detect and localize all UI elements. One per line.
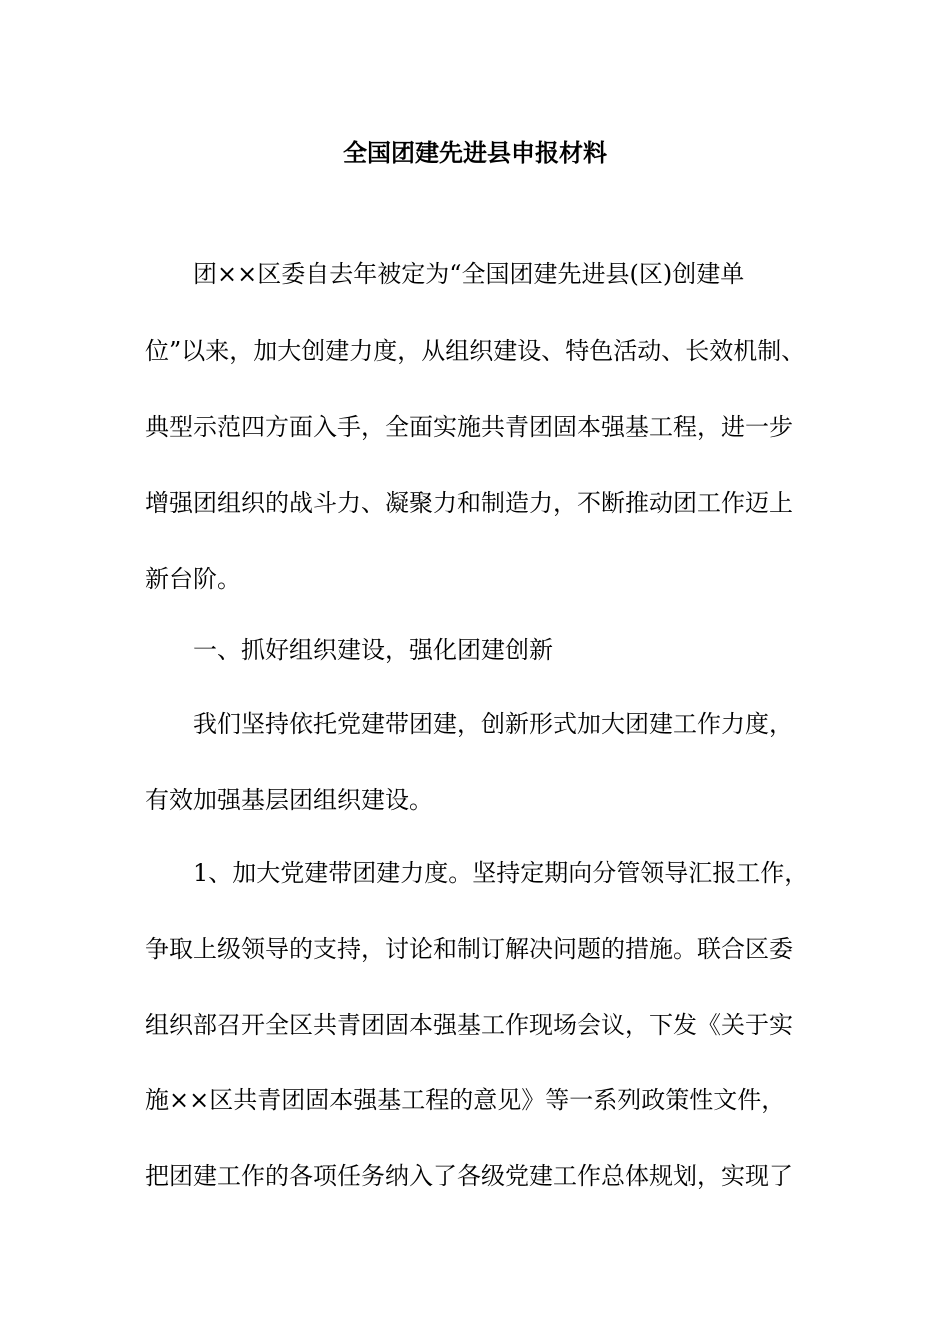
paragraph-line: 典型示范四方面入手，全面实施共青团固本强基工程，进一步	[145, 413, 793, 441]
paragraph-line: 施××区共青团固本强基工程的意见》等一系列政策性文件，	[145, 1086, 786, 1114]
paragraph-line: 1、加大党建带团建力度。坚持定期向分管领导汇报工作，	[193, 859, 809, 887]
paragraph-line: 新台阶。	[145, 565, 241, 593]
paragraph-line: 把团建工作的各项任务纳入了各级党建工作总体规划，实现了	[145, 1162, 793, 1190]
paragraph-line: 组织部召开全区共青团固本强基工作现场会议，下发《关于实	[145, 1011, 793, 1039]
paragraph-line: 我们坚持依托党建带团建，创新形式加大团建工作力度，	[193, 710, 793, 738]
paragraph-line: 团××区委自去年被定为“全国团建先进县(区)创建单	[193, 260, 745, 288]
paragraph-line: 位”以来，加大创建力度，从组织建设、特色活动、长效机制、	[145, 337, 806, 365]
section-heading: 一、抓好组织建设，强化团建创新	[193, 636, 553, 664]
paragraph-line: 增强团组织的战斗力、凝聚力和制造力，不断推动团工作迈上	[145, 489, 793, 517]
document-title: 全国团建先进县申报材料	[343, 138, 607, 167]
paragraph-line: 有效加强基层团组织建设。	[145, 786, 433, 814]
paragraph-line: 争取上级领导的支持，讨论和制订解决问题的措施。联合区委	[145, 935, 793, 963]
